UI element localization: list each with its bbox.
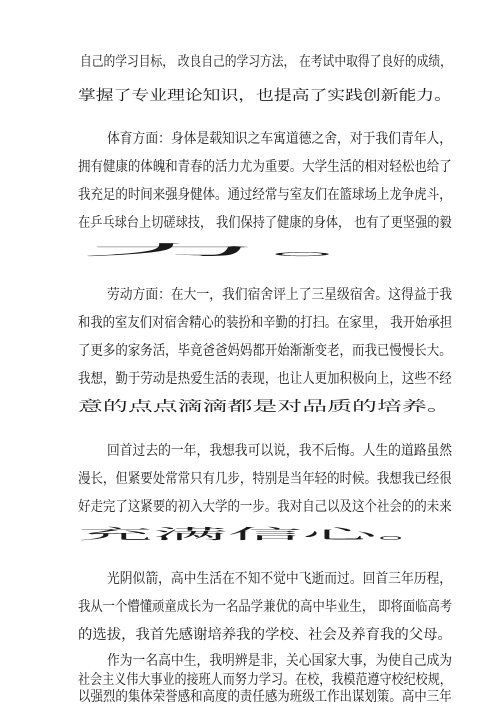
text-line: 在乒乓球台上切磋球技， 我们保持了健康的身体， 也有了更坚强的毅: [78, 215, 452, 231]
text-line: 掌握了专业理论知识，也提高了实践创新能力。: [78, 88, 452, 104]
text-line: 好走完了这紧要的初入大学的一步。我对自己以及这个社会的的未来: [78, 499, 452, 515]
text-line: 和我的室友们对宿舍精心的装扮和辛勤的打扫。在家里， 我开始承担: [78, 315, 453, 331]
text-line: 我从一个懵懂顽童成长为一名品学兼优的高中毕业生， 即将面临高考: [78, 599, 453, 615]
text-line: 漫长，但紧要处常常只有几步，特别是当年轻的时候。我想我已经很: [78, 471, 452, 487]
text-line: 光阴似箭，高中生活在不知不觉中飞逝而过。回首三年历程，: [107, 571, 453, 587]
text-line: 拥有健康的体魄和青春的活力尤为重要。大学生活的相对轻松也给了: [78, 159, 452, 175]
text-line: 了更多的家务活，毕竟爸爸妈妈都开始渐渐变老，而我已慢慢长大。: [78, 343, 452, 359]
text-line: 劳动方面：在大一，我们宿舍评上了三星级宿舍。这得益于我: [107, 287, 453, 303]
text-line: 社会主义伟大事业的接班人而努力学习。在校，我模范遵守校纪校规，: [78, 672, 452, 688]
text-line: 意的点点滴滴都是对品质的培养。: [78, 399, 452, 415]
text-line: 力。: [78, 243, 458, 259]
text-line: 我想，勤于劳动是热爱生活的表现，也让人更加积极向上，这些不经: [78, 371, 452, 387]
text-line: 体育方面：身体是载知识之车寓道德之舍，对于我们青年人，: [107, 131, 453, 147]
text-line: 自己的学习目标， 改良自己的学习方法， 在考试中取得了良好的成绩，: [80, 54, 452, 70]
text-line: 我充足的时间来强身健体。通过经常与室友们在篮球场上龙争虎斗，: [78, 187, 452, 203]
text-line: 回首过去的一年，我想我可以说，我不后悔。人生的道路虽然: [107, 443, 453, 459]
text-line: 作为一名高中生，我明辨是非，关心国家大事，为使自己成为: [107, 653, 453, 669]
text-line: 充满信心。: [78, 527, 452, 543]
text-line: 以强烈的集体荣誉感和高度的责任感为班级工作出谋划策。高中三年: [78, 689, 452, 705]
text-line: 的选拔，我首先感谢培养我的学校、社会及养育我的父母。: [78, 627, 452, 643]
